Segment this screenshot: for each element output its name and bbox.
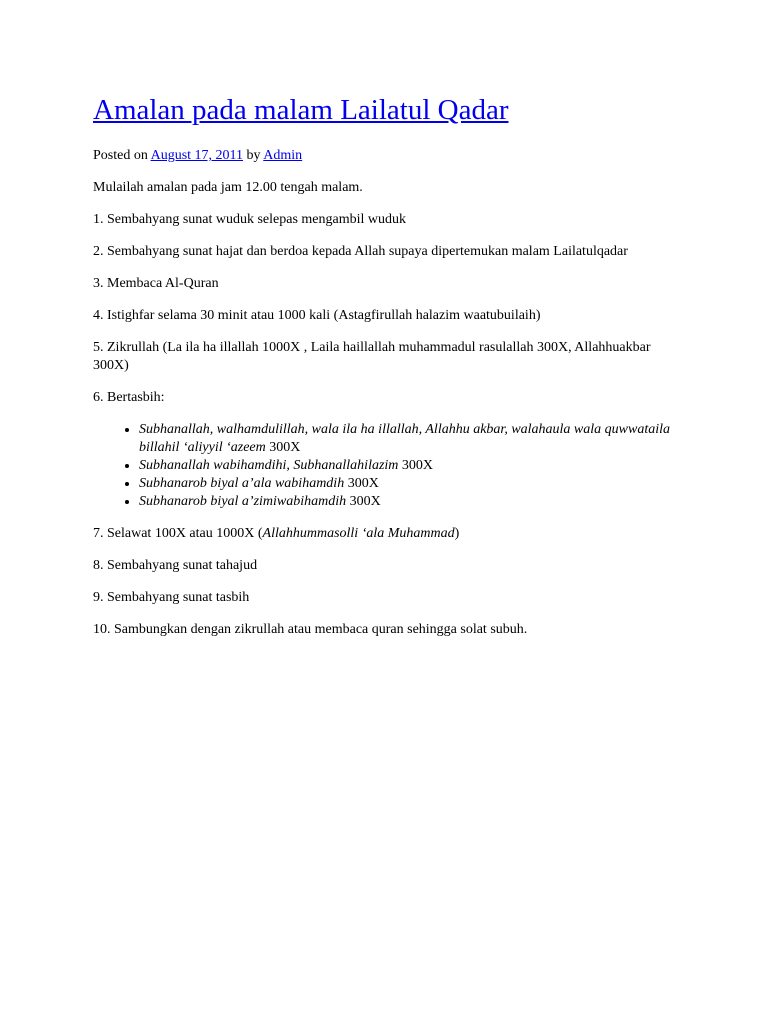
- tasbih-text: Subhanallah wabihamdihi, Subhanallahilazim: [139, 458, 399, 473]
- tasbih-text: Subhanallah, walhamdulillah, wala ila ha illallah, Allahhu akbar, walahaula wala quwwataila billahil ‘aliyyil ‘azeem: [139, 422, 671, 455]
- list-item: [139, 421, 683, 457]
- step-7: [93, 525, 683, 543]
- tasbih-count: 300X: [265, 440, 301, 455]
- step-8: 8. Sembahyang sunat tahajud: [93, 558, 258, 573]
- post-date-link[interactable]: August 17, 2011: [150, 148, 244, 163]
- tasbih-text: Subhanarob biyal a’zimiwabihamdih: [139, 494, 347, 509]
- step-5: 5. Zikrullah (La ila ha illallah 1000X , Laila haillallah muhammadul rasulallah 300X, Allahhuakbar 300X): [93, 340, 651, 373]
- posted-on-label: Posted on: [93, 148, 148, 163]
- step-3: 3. Membaca Al-Quran: [93, 276, 219, 291]
- tasbih-text: Subhanarob biyal a’ala wabihamdih: [139, 476, 345, 491]
- step-7-suffix: ): [454, 526, 460, 541]
- tasbih-count: 300X: [398, 458, 434, 473]
- article: [93, 90, 683, 639]
- page-title: [93, 90, 683, 130]
- step-10: 10. Sambungkan dengan zikrullah atau membaca quran sehingga solat subuh.: [93, 622, 528, 637]
- list-item: [139, 457, 683, 475]
- step-1: 1. Sembahyang sunat wuduk selepas mengambil wuduk: [93, 212, 407, 227]
- by-label: by: [246, 148, 261, 163]
- title-link[interactable]: Amalan pada malam Lailatul Qadar: [93, 94, 509, 126]
- list-item: [139, 493, 683, 511]
- step-7-prefix: 7. Selawat 100X atau 1000X (: [93, 526, 263, 541]
- step-6: 6. Bertasbih:: [93, 390, 165, 405]
- step-4: 4. Istighfar selama 30 minit atau 1000 kali (Astagfirullah halazim waatubuilaih): [93, 308, 541, 323]
- list-item: [139, 475, 683, 493]
- step-7-selawat: Allahhummasolli ‘ala Muhammad: [262, 526, 455, 541]
- author-link[interactable]: Admin: [263, 148, 303, 163]
- tasbih-list: [93, 421, 683, 511]
- tasbih-count: 300X: [346, 494, 381, 509]
- step-9: 9. Sembahyang sunat tasbih: [93, 590, 250, 605]
- intro-paragraph: Mulailah amalan pada jam 12.00 tengah malam.: [93, 180, 363, 195]
- tasbih-count: 300X: [344, 476, 379, 491]
- step-2: 2. Sembahyang sunat hajat dan berdoa kepada Allah supaya dipertemukan malam Lailatulqadar: [93, 244, 628, 259]
- post-meta: [93, 147, 683, 165]
